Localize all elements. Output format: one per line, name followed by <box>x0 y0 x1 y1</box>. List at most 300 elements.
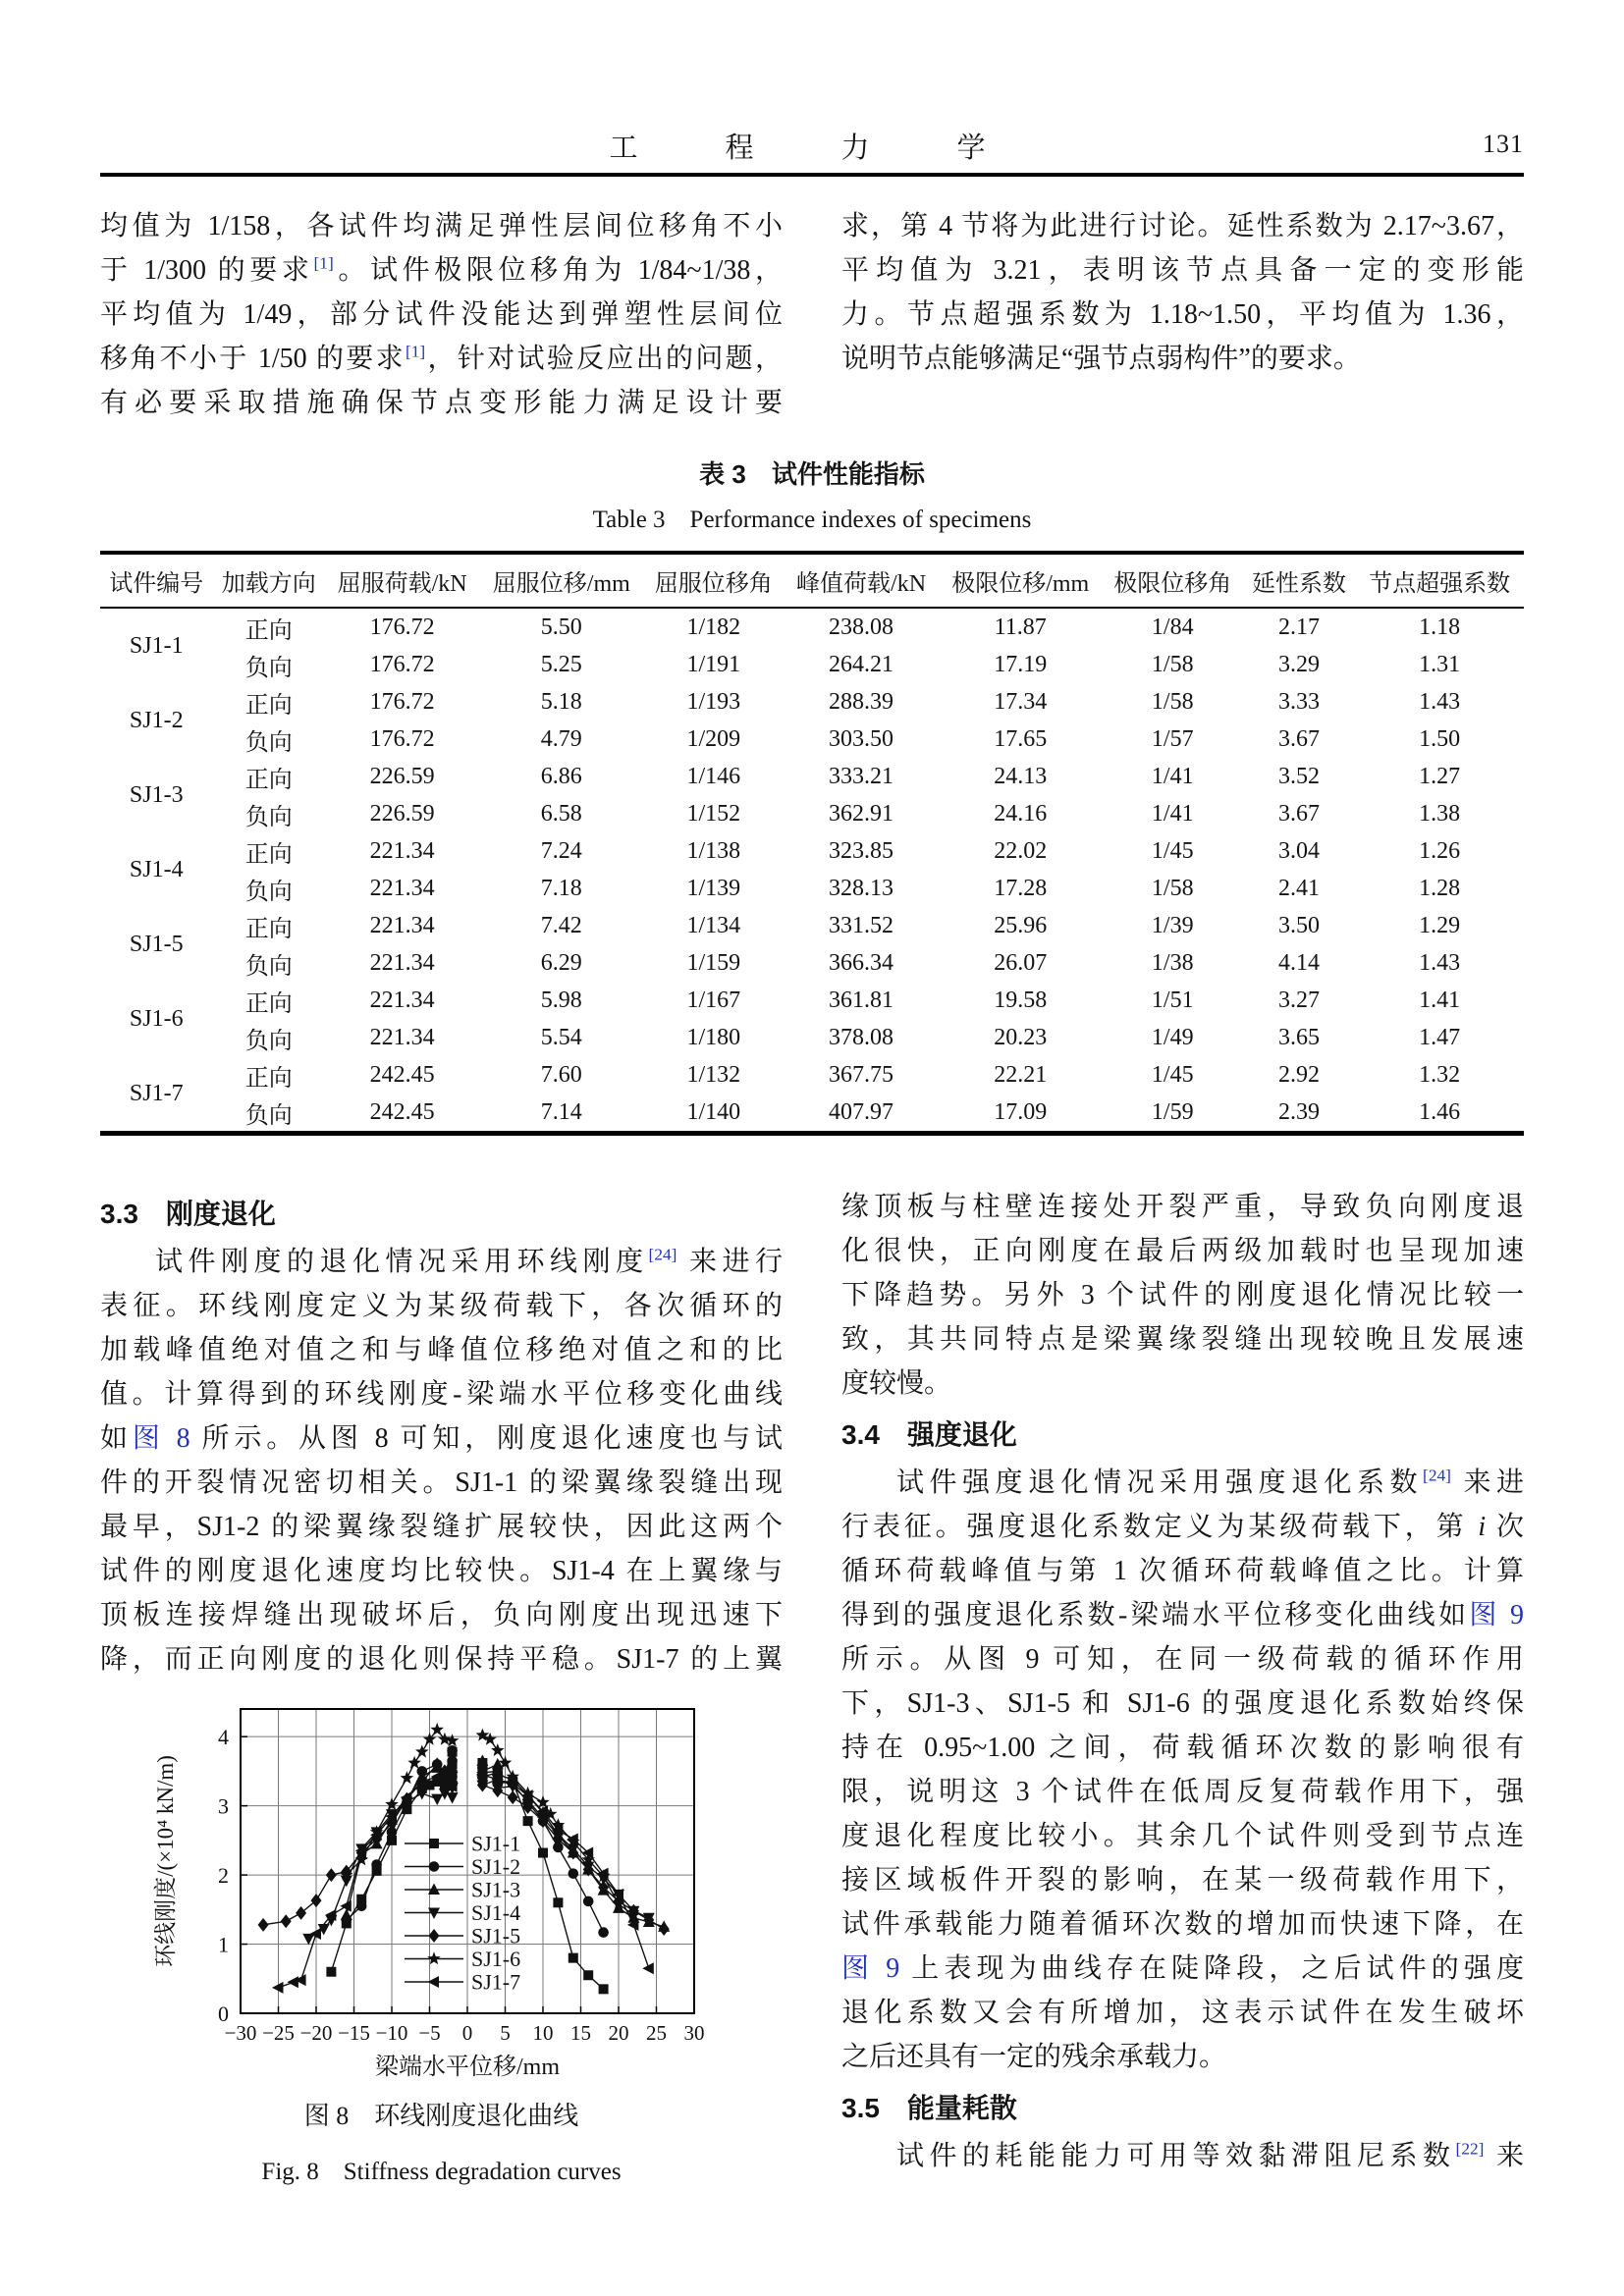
citation-ref[interactable]: [24] <box>648 1245 677 1264</box>
table-cell: 1/146 <box>686 763 741 789</box>
text-run: 试件强度退化情况采用强度退化系数 <box>896 1468 1424 1498</box>
section-heading-3-4: 3.4 强度退化 <box>841 1419 1017 1450</box>
text-run: 限，说明这 3 个试件在低周反复荷载作用下，强 <box>841 1777 1524 1807</box>
text-line <box>841 293 1524 337</box>
table-cell: 1/45 <box>1151 837 1194 864</box>
column-header: 节点超强系数 <box>1355 553 1524 608</box>
table-cell: 221.34 <box>369 987 435 1013</box>
text-run: 来进行 <box>677 1247 783 1277</box>
legend-label: SJ1-3 <box>470 1877 520 1902</box>
citation-ref[interactable]: [24] <box>1423 1466 1451 1485</box>
top-right-column <box>841 204 1524 425</box>
table-cell: 17.65 <box>994 725 1048 752</box>
table-cell: 11.87 <box>994 614 1047 640</box>
text-line <box>100 1593 783 1637</box>
top-text-section <box>100 204 1524 425</box>
table-cell: 3.33 <box>1278 688 1321 715</box>
text-run: 来进 <box>1450 1468 1524 1498</box>
specimen-id-cell: SJ1-6 <box>129 1005 184 1032</box>
text-line <box>100 1637 783 1682</box>
table-cell: 24.13 <box>994 763 1048 789</box>
legend-label: SJ1-7 <box>470 1969 520 1995</box>
table-cell: 362.91 <box>829 800 894 827</box>
table-cell: 7.60 <box>540 1061 582 1088</box>
text-run: 度较慢。 <box>841 1368 952 1399</box>
text-line <box>100 1284 783 1328</box>
table-cell: 1.29 <box>1419 912 1461 938</box>
table-cell: 176.72 <box>369 688 435 715</box>
journal-title: 工 程 力 学 <box>609 133 1015 164</box>
text-line <box>100 204 783 248</box>
stiffness-degradation-svg <box>147 1695 736 2090</box>
table-cell: 1/57 <box>1151 725 1194 752</box>
table-cell: 2.17 <box>1278 614 1321 640</box>
table-cell: 238.08 <box>829 614 894 640</box>
table-cell: 1.47 <box>1419 1024 1461 1050</box>
table-row <box>100 646 1524 683</box>
table-cell: 303.50 <box>829 725 894 752</box>
header-rule <box>100 173 1524 177</box>
text-line <box>100 1461 783 1505</box>
legend-label: SJ1-2 <box>470 1854 520 1879</box>
table-cell: 1/167 <box>686 987 741 1013</box>
text-line <box>841 1593 1524 1637</box>
text-line <box>100 248 783 293</box>
table-cell: 1/182 <box>686 614 741 640</box>
table-cell: 1.31 <box>1419 651 1461 677</box>
bottom-right-column <box>841 1185 1524 2194</box>
direction-cell: 负向 <box>244 729 293 756</box>
section-heading-3-3: 3.3 刚度退化 <box>100 1199 276 1229</box>
table-cell: 221.34 <box>369 912 435 938</box>
text-line <box>100 337 783 381</box>
table-cell: 1/191 <box>686 651 741 677</box>
table-cell: 1/152 <box>686 800 741 827</box>
x-axis-label: 梁端水平位移/mm <box>374 2055 560 2080</box>
table-cell: 17.09 <box>994 1098 1048 1125</box>
table-title-en: Table 3 Performance indexes of specimens <box>592 507 1032 533</box>
text-line <box>841 1682 1524 1726</box>
text-line <box>841 2035 1524 2079</box>
table-cell: 1.26 <box>1419 837 1461 864</box>
svg-text:−20: −20 <box>299 2021 332 2045</box>
table-cell: 5.25 <box>540 651 582 677</box>
text-run: 之后还具有一定的残余承载力。 <box>841 2042 1227 2072</box>
table-cell: 26.07 <box>994 949 1048 976</box>
text-run: 件的开裂情况密切相关。SJ1-1 的梁翼缘裂缝出现 <box>100 1468 783 1498</box>
table-cell: 333.21 <box>829 763 894 789</box>
table-cell: 7.14 <box>540 1098 582 1125</box>
top-left-column <box>100 204 783 425</box>
svg-text:3: 3 <box>217 1793 229 1819</box>
column-header: 延性系数 <box>1243 553 1355 608</box>
svg-text:0: 0 <box>217 2002 229 2026</box>
figure-8 <box>100 1695 783 2194</box>
table-cell: 3.27 <box>1278 987 1321 1013</box>
svg-text:−5: −5 <box>417 2021 441 2045</box>
table-cell: 1/140 <box>686 1098 741 1125</box>
text-run: 所示。从图 9 可知，在同一级荷载的循环作用 <box>841 1644 1524 1675</box>
table-row <box>100 982 1524 1019</box>
page-number: 131 <box>1483 130 1524 158</box>
text-run: 移角不小于 1/50 的要求 <box>100 344 406 374</box>
column-header: 试件编号 <box>100 553 212 608</box>
table-cell: 288.39 <box>829 688 894 715</box>
citation-ref[interactable]: [1] <box>405 342 426 361</box>
text-run: 度退化程度比较小。其余几个试件则受到节点连 <box>841 1821 1524 1851</box>
table-cell: 3.67 <box>1278 800 1321 827</box>
table-cell: 5.98 <box>540 987 582 1013</box>
table-cell: 1/39 <box>1151 912 1194 938</box>
table-cell: 1/139 <box>686 875 741 901</box>
direction-cell: 负向 <box>244 1028 293 1054</box>
text-run: 均值为 1/158，各试件均满足弹性层间位移角不小 <box>100 211 783 241</box>
direction-cell: 负向 <box>244 953 293 980</box>
text-line <box>100 1372 783 1416</box>
table-cell: 1.43 <box>1419 949 1461 976</box>
direction-cell: 正向 <box>244 767 293 793</box>
table-cell: 1/138 <box>686 837 741 864</box>
section-3-3-paragraph <box>100 1240 783 1682</box>
table-cell: 176.72 <box>369 725 435 752</box>
table-row <box>100 907 1524 944</box>
svg-text:25: 25 <box>645 2021 667 2045</box>
table-cell: 221.34 <box>369 1024 435 1050</box>
svg-text:30: 30 <box>683 2021 704 2045</box>
svg-text:2: 2 <box>217 1863 229 1889</box>
table-cell: 17.19 <box>994 651 1048 677</box>
figure-caption-en: Fig. 8 Stiffness degradation curves <box>261 2159 622 2185</box>
column-header: 屈服荷载/kN <box>325 553 479 608</box>
table-cell: 1/209 <box>686 725 741 752</box>
text-run: 如 <box>100 1423 133 1454</box>
text-line <box>841 248 1524 293</box>
table-row <box>100 870 1524 907</box>
table-cell: 176.72 <box>369 614 435 640</box>
legend-label: SJ1-5 <box>470 1923 520 1949</box>
direction-cell: 正向 <box>244 841 293 868</box>
section-3-4-paragraph <box>841 1461 1524 2079</box>
text-line <box>841 1273 1524 1317</box>
text-line <box>841 1814 1524 1858</box>
table-row <box>100 683 1524 721</box>
text-line <box>841 1549 1524 1593</box>
text-line <box>100 1416 783 1461</box>
legend-label: SJ1-4 <box>470 1900 520 1925</box>
table-cell: 1/58 <box>1151 875 1194 901</box>
table-cell: 4.14 <box>1278 949 1321 976</box>
text-run: 加载峰值绝对值之和与峰值位移绝对值之和的比 <box>100 1335 783 1365</box>
text-run: 最早，SJ1-2 的梁翼缘裂缝扩展较快，因此这两个 <box>100 1512 783 1542</box>
citation-ref[interactable]: [1] <box>313 253 334 273</box>
text-run: 退化系数又会有所增加，这表示试件在发生破坏 <box>841 1998 1524 2028</box>
direction-cell: 负向 <box>244 655 293 681</box>
table-cell: 6.29 <box>540 949 582 976</box>
table-cell: 1/58 <box>1151 651 1194 677</box>
table-cell: 19.58 <box>994 987 1048 1013</box>
page-header <box>100 126 1524 164</box>
text-run: 说明节点能够满足“强节点弱构件”的要求。 <box>841 344 1361 374</box>
text-line <box>100 293 783 337</box>
table-cell: 221.34 <box>369 949 435 976</box>
table-cell: 20.23 <box>994 1024 1048 1050</box>
text-run: 次 <box>1486 1512 1524 1542</box>
table-cell: 1/58 <box>1151 688 1194 715</box>
table-cell: 22.21 <box>994 1061 1048 1088</box>
direction-cell: 负向 <box>244 879 293 905</box>
table-cell: 3.29 <box>1278 651 1321 677</box>
text-run: 试件刚度的退化情况采用环线刚度 <box>155 1247 649 1277</box>
text-run: 持在 0.95~1.00 之间，荷载循环次数的影响很有 <box>841 1733 1524 1763</box>
text-run: 表征。环线刚度定义为某级荷载下，各次循环的 <box>100 1291 783 1321</box>
table-cell: 1.43 <box>1419 688 1461 715</box>
table-cell: 328.13 <box>829 875 894 901</box>
section-3-5-paragraph <box>841 2134 1524 2178</box>
table-cell: 1/134 <box>686 912 741 938</box>
text-run: 循环荷载峰值与第 1 次循环荷载峰值之比。计算 <box>841 1556 1524 1586</box>
direction-cell: 正向 <box>244 692 293 719</box>
text-run: 试件的耗能能力可用等效黏滞阻尼系数 <box>896 2141 1456 2171</box>
figure-ref-link[interactable]: 图 9 <box>841 1953 900 1984</box>
table-cell: 1.46 <box>1419 1098 1461 1125</box>
specimen-id-cell: SJ1-7 <box>129 1080 184 1106</box>
text-line <box>841 1229 1524 1273</box>
table-cell: 1.32 <box>1419 1061 1461 1088</box>
table-cell: 1.38 <box>1419 800 1461 827</box>
table-cell: 1.28 <box>1419 875 1461 901</box>
svg-text:−30: −30 <box>224 2021 256 2045</box>
table-cell: 407.97 <box>829 1098 894 1125</box>
table-cell: 366.34 <box>829 949 894 976</box>
table-cell: 226.59 <box>369 763 435 789</box>
svg-text:−25: −25 <box>261 2021 295 2045</box>
table-cell: 1/49 <box>1151 1024 1194 1050</box>
specimen-id-cell: SJ1-4 <box>129 856 184 882</box>
table-cell: 1.50 <box>1419 725 1461 752</box>
table-cell: 17.34 <box>994 688 1048 715</box>
bottom-text-section <box>100 1185 1524 2194</box>
svg-text:4: 4 <box>217 1725 229 1750</box>
bottom-left-column <box>100 1185 783 2194</box>
svg-text:5: 5 <box>499 2021 511 2045</box>
text-run: 化很快，正向刚度在最后两级加载时也呈现加速 <box>841 1236 1524 1266</box>
table-cell: 5.18 <box>540 688 582 715</box>
table-cell: 176.72 <box>369 651 435 677</box>
table-cell: 1.41 <box>1419 987 1461 1013</box>
table-cell: 331.52 <box>829 912 894 938</box>
table-cell: 264.21 <box>829 651 894 677</box>
table-cell: 7.42 <box>540 912 582 938</box>
text-line <box>841 1858 1524 1902</box>
text-line <box>841 1902 1524 1947</box>
table-cell: 1/41 <box>1151 800 1194 827</box>
text-line <box>841 1770 1524 1814</box>
text-run: 试件承载能力随着循环次数的增加而快速下降，在 <box>841 1909 1524 1940</box>
table-cell: 221.34 <box>369 837 435 864</box>
text-run: 上表现为曲线存在陡降段，之后试件的强度 <box>899 1953 1524 1984</box>
citation-ref[interactable]: [22] <box>1455 2139 1485 2159</box>
text-run: 所示。从图 8 可知，刚度退化速度也与试 <box>189 1423 783 1454</box>
legend-label: SJ1-6 <box>470 1947 520 1971</box>
figure-ref-link[interactable]: 图 9 <box>1469 1600 1524 1630</box>
direction-cell: 正向 <box>244 916 293 942</box>
table-row <box>100 721 1524 758</box>
text-line <box>841 1185 1524 1229</box>
table-cell: 5.54 <box>540 1024 582 1050</box>
text-run: 于 1/300 的要求 <box>100 255 314 286</box>
table-cell: 221.34 <box>369 875 435 901</box>
text-run: 有必要采取措施确保节点变形能力满足设计要 <box>100 388 783 418</box>
table-cell: 323.85 <box>829 837 894 864</box>
table-cell: 25.96 <box>994 912 1048 938</box>
table-cell: 7.24 <box>540 837 582 864</box>
text-line <box>841 1505 1524 1549</box>
text-run: 行表征。强度退化系数定义为某级荷载下，第 <box>841 1512 1479 1542</box>
text-run: 平均值为 3.21，表明该节点具备一定的变形能 <box>841 255 1524 286</box>
svg-text:0: 0 <box>461 2021 472 2045</box>
text-line <box>841 1317 1524 1362</box>
text-run: 得到的强度退化系数-梁端水平位移变化曲线如 <box>841 1600 1470 1630</box>
table-cell: 2.92 <box>1278 1061 1321 1088</box>
table-cell: 1/159 <box>686 949 741 976</box>
table-cell: 226.59 <box>369 800 435 827</box>
direction-cell: 正向 <box>244 1065 293 1092</box>
figure-ref-link[interactable]: 图 8 <box>132 1423 190 1454</box>
performance-table <box>100 551 1524 1136</box>
table-cell: 2.39 <box>1278 1098 1321 1125</box>
text-run: 缘顶板与柱壁连接处开裂严重，导致负向刚度退 <box>841 1192 1524 1222</box>
text-run: 下降趋势。另外 3 个试件的刚度退化情况比较一 <box>841 1280 1524 1310</box>
table-cell: 7.18 <box>540 875 582 901</box>
table-title-cn: 表 3 试件性能指标 <box>699 459 925 489</box>
text-run: 下，SJ1-3、SJ1-5 和 SJ1-6 的强度退化系数始终保 <box>841 1688 1524 1719</box>
text-run: 值。计算得到的环线刚度-梁端水平位移变化曲线 <box>100 1379 783 1410</box>
text-run: 来 <box>1484 2141 1524 2171</box>
text-run: 力。节点超强系数为 1.18~1.50，平均值为 1.36， <box>841 299 1524 330</box>
table-row <box>100 758 1524 795</box>
direction-cell: 负向 <box>244 1102 293 1129</box>
column-header: 极限位移/mm <box>939 553 1103 608</box>
direction-cell: 正向 <box>244 990 293 1017</box>
specimen-id-cell: SJ1-5 <box>129 931 184 957</box>
specimen-id-cell: SJ1-3 <box>129 781 184 808</box>
svg-text:20: 20 <box>608 2021 628 2045</box>
table-cell: 17.28 <box>994 875 1048 901</box>
text-run: 试件的刚度退化速度均比较快。SJ1-4 在上翼缘与 <box>100 1556 783 1586</box>
table-header-row <box>100 553 1524 608</box>
table-cell: 361.81 <box>829 987 894 1013</box>
text-run: 求，第 4 节将为此进行讨论。延性系数为 2.17~3.67， <box>841 211 1524 241</box>
text-run: 接区域板件开裂的影响，在某一级荷载作用下， <box>841 1865 1524 1896</box>
table-cell: 1/45 <box>1151 1061 1194 1088</box>
column-header: 屈服位移角 <box>643 553 784 608</box>
variable-i: i <box>1478 1512 1487 1542</box>
table-cell: 1/59 <box>1151 1098 1194 1125</box>
right-continuation-paragraph <box>841 1185 1524 1406</box>
text-run: 。试件极限位移角为 1/84~1/38， <box>333 255 783 286</box>
table-cell: 1/180 <box>686 1024 741 1050</box>
column-header: 屈服位移/mm <box>479 553 643 608</box>
text-line <box>100 1505 783 1549</box>
text-line <box>100 1240 783 1284</box>
text-run: 降，而正向刚度的退化则保持平稳。SJ1-7 的上翼 <box>100 1644 783 1675</box>
column-header: 峰值荷载/kN <box>784 553 938 608</box>
text-run: 致，其共同特点是梁翼缘裂缝出现较晚且发展速 <box>841 1324 1524 1355</box>
section-heading-3-5: 3.5 能量耗散 <box>841 2093 1017 2123</box>
table-row <box>100 1056 1524 1094</box>
text-line <box>100 381 783 425</box>
table-cell: 3.65 <box>1278 1024 1321 1050</box>
text-line <box>841 204 1524 248</box>
table-row <box>100 795 1524 832</box>
text-line <box>841 1726 1524 1770</box>
table-cell: 1/193 <box>686 688 741 715</box>
table-row <box>100 1094 1524 1134</box>
table-cell: 5.50 <box>540 614 582 640</box>
svg-text:10: 10 <box>532 2021 553 2045</box>
stiffness-chart <box>100 1695 783 2090</box>
table-cell: 3.04 <box>1278 837 1321 864</box>
table-cell: 1/38 <box>1151 949 1194 976</box>
table-cell: 24.16 <box>994 800 1048 827</box>
table-cell: 6.58 <box>540 800 582 827</box>
table-row <box>100 832 1524 870</box>
text-run: 顶板连接焊缝出现破坏后，负向刚度出现迅速下 <box>100 1600 783 1630</box>
table-cell: 3.50 <box>1278 912 1321 938</box>
direction-cell: 负向 <box>244 804 293 830</box>
table-cell: 2.41 <box>1278 875 1321 901</box>
table-block <box>100 454 1524 1136</box>
table-cell: 6.86 <box>540 763 582 789</box>
table-cell: 4.79 <box>540 725 582 752</box>
table-cell: 22.02 <box>994 837 1048 864</box>
table-cell: 1/84 <box>1151 614 1194 640</box>
table-cell: 378.08 <box>829 1024 894 1050</box>
text-line <box>100 1549 783 1593</box>
svg-text:−15: −15 <box>337 2021 370 2045</box>
table-cell: 3.67 <box>1278 725 1321 752</box>
text-line <box>841 1947 1524 1991</box>
text-line <box>841 1637 1524 1682</box>
table-row <box>100 608 1524 646</box>
table-cell: 3.52 <box>1278 763 1321 789</box>
table-cell: 367.75 <box>829 1061 894 1088</box>
text-line <box>841 337 1524 381</box>
svg-text:15: 15 <box>569 2021 591 2045</box>
figure-caption-cn: 图 8 环线刚度退化曲线 <box>303 2102 579 2130</box>
text-line <box>841 1461 1524 1505</box>
column-header: 加载方向 <box>212 553 324 608</box>
table-cell: 1/41 <box>1151 763 1194 789</box>
text-line <box>841 2134 1524 2178</box>
direction-cell: 正向 <box>244 617 293 644</box>
text-run: 平均值为 1/49，部分试件没能达到弹塑性层间位 <box>100 299 783 330</box>
text-line <box>841 1991 1524 2035</box>
table-row <box>100 1019 1524 1056</box>
specimen-id-cell: SJ1-1 <box>129 632 184 659</box>
legend-label: SJ1-1 <box>470 1831 520 1856</box>
text-run: ，针对试验反应出的问题， <box>425 344 783 374</box>
y-axis-label: 环线刚度/(×10⁴ kN/m) <box>152 1755 178 1967</box>
specimen-id-cell: SJ1-2 <box>129 707 184 733</box>
table-cell: 242.45 <box>369 1061 435 1088</box>
svg-text:1: 1 <box>217 1932 229 1957</box>
table-cell: 1.27 <box>1419 763 1461 789</box>
text-line <box>100 1328 783 1372</box>
text-line <box>841 1362 1524 1406</box>
svg-text:−10: −10 <box>375 2021 407 2045</box>
table-cell: 1/51 <box>1151 987 1194 1013</box>
